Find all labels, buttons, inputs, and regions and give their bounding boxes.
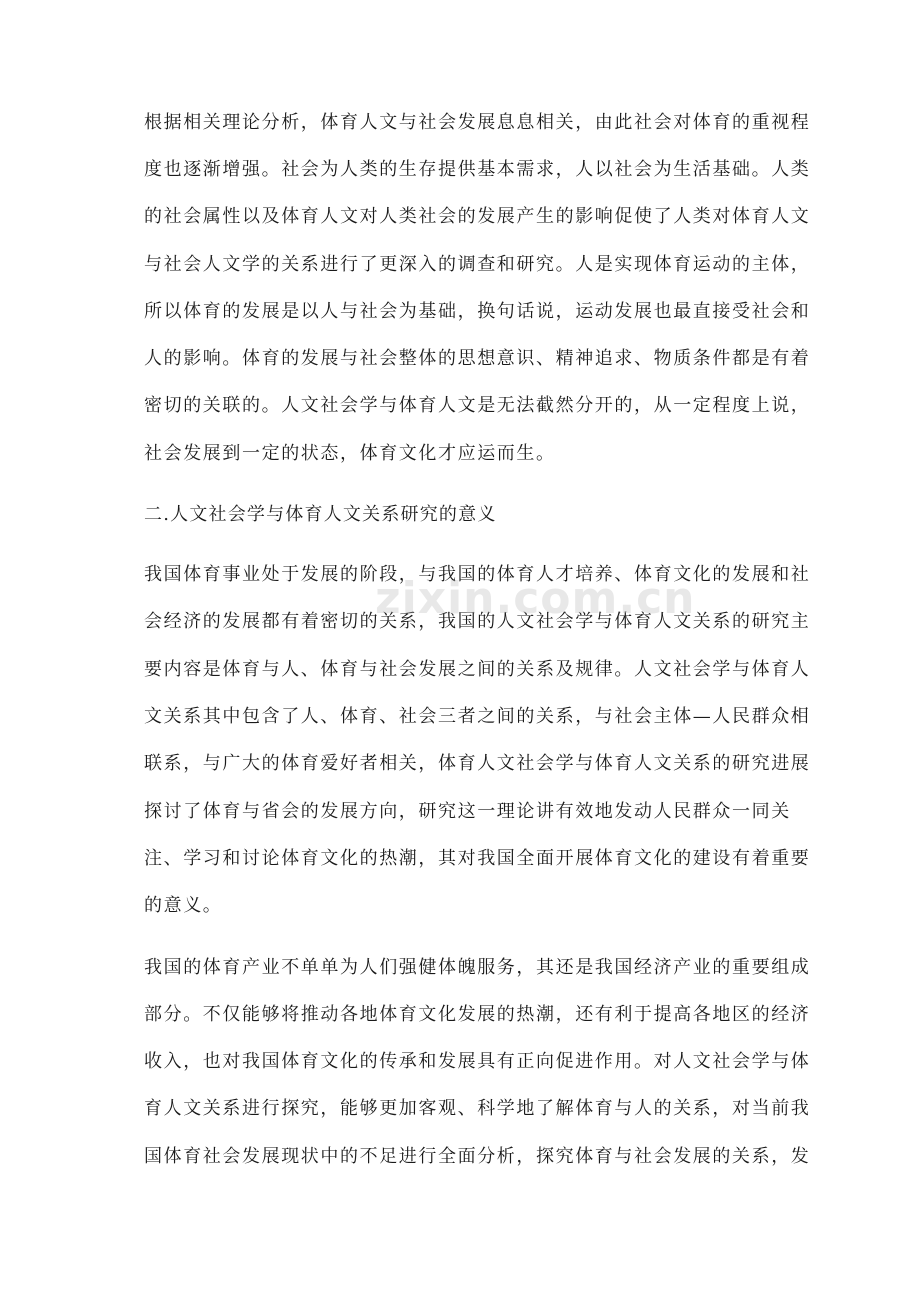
watermark: zixin.com.cn xyxy=(375,573,696,624)
paragraph-line: 所以体育的发展是以人与社会为基础，换句话说，运动发展也最直接受社会和 xyxy=(144,301,811,322)
paragraph-line: 度也逐渐增强。社会为人类的生存提供基本需求，人以社会为生活基础。人类 xyxy=(144,159,811,180)
paragraph-line: 根据相关理论分析，体育人文与社会发展息息相关，由此社会对体育的重视程 xyxy=(144,112,811,133)
paragraph-line: 收入，也对我国体育文化的传承和发展具有正向促进作用。对人文社会学与体 xyxy=(144,1051,811,1072)
section-heading: 二.人文社会学与体育人文关系研究的意义 xyxy=(144,504,497,525)
paragraph-line: 密切的关联的。人文社会学与体育人文是无法截然分开的，从一定程度上说， xyxy=(144,395,811,416)
paragraph-line: 育人文关系进行探究，能够更加客观、科学地了解体育与人的关系，对当前我 xyxy=(144,1098,811,1119)
paragraph-line: 文关系其中包含了人、体育、社会三者之间的关系，与社会主体—人民群众相 xyxy=(144,706,811,727)
paragraph-line: 部分。不仅能够将推动各地体育文化发展的热潮，还有利于提高各地区的经济 xyxy=(144,1004,811,1025)
paragraph-line: 社会发展到一定的状态，体育文化才应运而生。 xyxy=(144,443,556,464)
paragraph-line: 的社会属性以及体育人文对人类社会的发展产生的影响促使了人类对体育人文 xyxy=(144,206,811,227)
paragraph-line: 要内容是体育与人、体育与社会发展之间的关系及规律。人文社会学与体育人 xyxy=(144,659,811,680)
paragraph-line: 国体育社会发展现状中的不足进行全面分析，探究体育与社会发展的关系，发 xyxy=(144,1146,811,1167)
paragraph-line: 联系，与广大的体育爱好者相关，体育人文社会学与体育人文关系的研究进展 xyxy=(144,753,811,774)
paragraph-line: 人的影响。体育的发展与社会整体的思想意识、精神追求、物质条件都是有着 xyxy=(144,348,811,369)
paragraph-line: 我国的体育产业不单单为人们强健体魄服务，其还是我国经济产业的重要组成 xyxy=(144,957,811,978)
paragraph-line: 探讨了体育与省会的发展方向，研究这一理论讲有效地发动人民群众一同关 xyxy=(144,801,791,822)
paragraph-line: 注、学习和讨论体育文化的热潮，其对我国全面开展体育文化的建设有着重要 xyxy=(144,848,811,869)
paragraph-line: 的意义。 xyxy=(144,895,223,916)
paragraph-line: 我国体育事业处于发展的阶段，与我国的体育人才培养、体育文化的发展和社 xyxy=(144,564,811,585)
paragraph-line: 与社会人文学的关系进行了更深入的调查和研究。人是实现体育运动的主体， xyxy=(144,254,811,275)
paragraph-line: 会经济的发展都有着密切的关系，我国的人文社会学与体育人文关系的研究主 xyxy=(144,611,811,632)
